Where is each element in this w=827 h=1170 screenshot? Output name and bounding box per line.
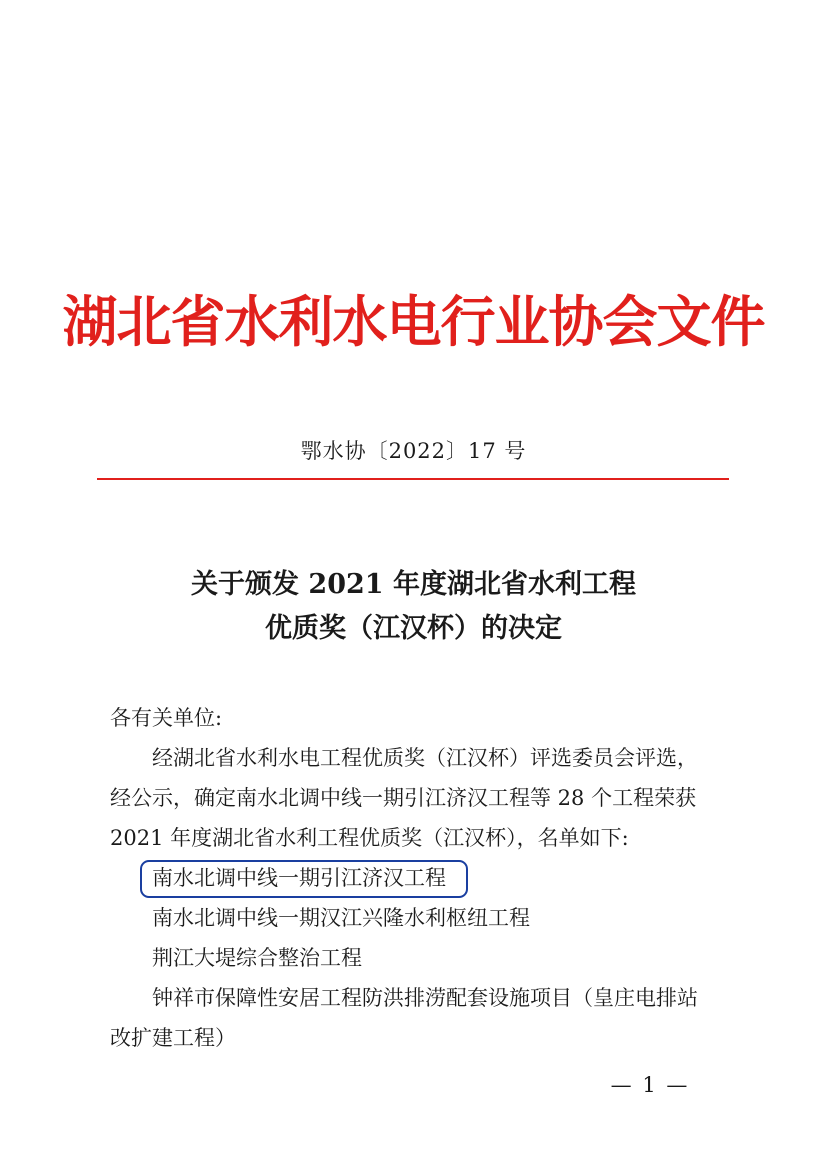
project-list-item-4: 钟祥市保障性安居工程防洪排涝配套设施项目（皇庄电排站 <box>152 986 698 1010</box>
project-list-item-4-continuation: 改扩建工程） <box>110 1026 236 1050</box>
page-number: — 1 — <box>610 1073 690 1097</box>
project-list-item-2: 南水北调中线一期汉江兴隆水利枢纽工程 <box>152 906 530 930</box>
paragraph-line-1: 经湖北省水利水电工程优质奖（江汉杯）评选委员会评选， <box>152 746 698 770</box>
project-list-item-1: 南水北调中线一期引江济汉工程 <box>152 866 446 890</box>
project-list-item-3: 荆江大堤综合整治工程 <box>152 946 362 970</box>
document-number: 鄂水协〔2022〕17 号 <box>300 439 527 463</box>
decision-title-line-2: 优质奖（江汉杯）的决定 <box>265 613 562 644</box>
document-header-title: 湖北省水利水电行业协会文件 <box>62 290 765 354</box>
paragraph-line-2: 经公示，确定南水北调中线一期引江济汉工程等 28 个工程荣获 <box>110 786 697 810</box>
highlight-annotation-box <box>140 860 468 898</box>
decision-title <box>0 563 827 651</box>
body-paragraph <box>110 738 730 1058</box>
decision-title-line-1: 关于颁发 2021 年度湖北省水利工程 <box>191 569 636 600</box>
paragraph-line-3: 2021 年度湖北省水利工程优质奖（江汉杯），名单如下: <box>110 826 629 850</box>
salutation: 各有关单位: <box>110 706 223 730</box>
red-divider-line <box>97 478 729 480</box>
